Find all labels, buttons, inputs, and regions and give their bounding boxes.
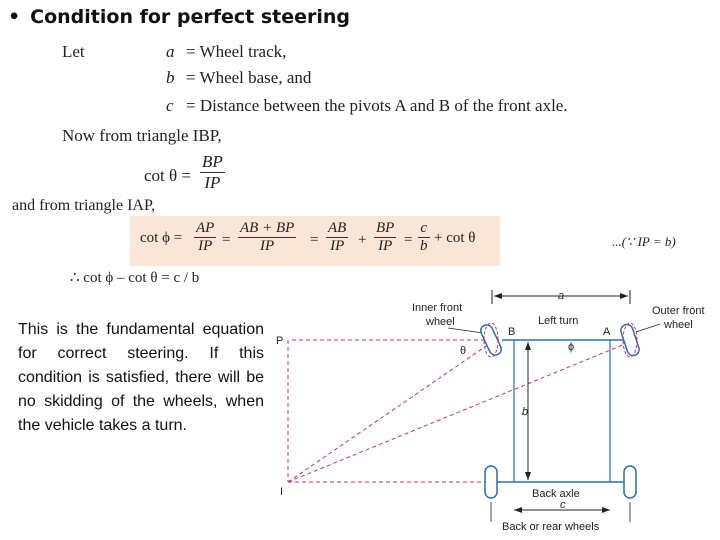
- bullet: •: [8, 6, 21, 28]
- denominator: b: [420, 238, 428, 254]
- point-i: I: [280, 486, 284, 498]
- triangle-iap-intro: and from triangle IAP,: [12, 197, 156, 214]
- ray-ib: [288, 342, 492, 482]
- outer-wheel-label-1: Outer front: [652, 305, 705, 317]
- rear-right-wheel: [624, 466, 636, 498]
- inner-wheel-label-2: wheel: [426, 316, 455, 328]
- denominator: IP: [378, 238, 393, 254]
- numerator: BP: [202, 152, 223, 171]
- steering-diagram: [270, 282, 718, 536]
- fraction-bp-ip-2: [374, 220, 396, 255]
- angle-theta: θ: [460, 345, 467, 357]
- label-c: c: [560, 499, 566, 511]
- symbol-a: a: [166, 42, 175, 61]
- wheel-track-dimension: [492, 290, 630, 304]
- equals-sign: =: [222, 232, 231, 248]
- symbol-c: c: [166, 96, 174, 115]
- label-a: a: [558, 290, 565, 302]
- fraction-c-b: [418, 220, 430, 255]
- numerator: AP: [196, 220, 215, 236]
- point-b: B: [508, 326, 516, 338]
- equals-sign: =: [404, 232, 413, 248]
- denominator: IP: [204, 173, 221, 192]
- fraction-ap-ip: [194, 220, 216, 255]
- plus-cot-theta: + cot θ: [434, 230, 476, 246]
- angle-phi: ϕ: [568, 341, 575, 353]
- definition-a: = Wheel track,: [186, 42, 287, 61]
- cot-phi-lhs: cot ϕ =: [140, 230, 183, 246]
- fraction-ab-plus-bp-ip: [238, 220, 296, 255]
- explanation-paragraph: This is the fundamental equation for correct steering. If this condition is satisfied, there will be no skidding of the wheels, when the vehicle takes a turn.: [18, 321, 264, 434]
- equation-note: ...(∵ IP = b): [612, 234, 676, 249]
- label-b: b: [522, 406, 529, 418]
- denominator: IP: [198, 238, 213, 254]
- steering-result: ∴ cot ϕ – cot θ = c / b: [70, 270, 200, 286]
- outer-wheel-label-2: wheel: [664, 319, 693, 331]
- let-word: Let: [62, 42, 85, 61]
- rear-wheels-label: Back or rear wheels: [502, 521, 600, 533]
- triangle-ibp-intro: Now from triangle IBP,: [62, 126, 222, 145]
- slide-heading: [8, 6, 350, 28]
- rear-left-wheel: [485, 466, 497, 498]
- numerator: AB + BP: [240, 220, 295, 236]
- fraction-bp-ip: [200, 152, 225, 193]
- numerator: c: [418, 220, 430, 238]
- symbol-b: b: [166, 68, 175, 87]
- back-axle-label: Back axle: [532, 488, 580, 500]
- outer-leader: [636, 324, 660, 332]
- definition-b: = Wheel base, and: [186, 68, 312, 87]
- cot-theta-lhs: cot θ =: [144, 166, 191, 185]
- ray-ia: [288, 342, 630, 482]
- plus-sign: +: [358, 232, 367, 248]
- pivot-distance-dimension: [514, 499, 610, 513]
- point-p: P: [276, 335, 284, 347]
- wheel-base-dimension: [522, 342, 531, 480]
- definition-c: = Distance between the pivots A and B of the front axle.: [186, 96, 568, 115]
- slide-title: Condition for perfect steering: [30, 6, 351, 28]
- denominator: IP: [330, 238, 345, 254]
- point-a: A: [603, 326, 611, 338]
- numerator: AB: [328, 220, 347, 236]
- numerator: BP: [376, 220, 395, 236]
- fraction-ab-ip: [326, 220, 348, 255]
- denominator: IP: [260, 238, 275, 254]
- left-turn-label: Left turn: [538, 315, 579, 327]
- inner-wheel-label-1: Inner front: [412, 302, 463, 314]
- equals-sign: =: [310, 232, 319, 248]
